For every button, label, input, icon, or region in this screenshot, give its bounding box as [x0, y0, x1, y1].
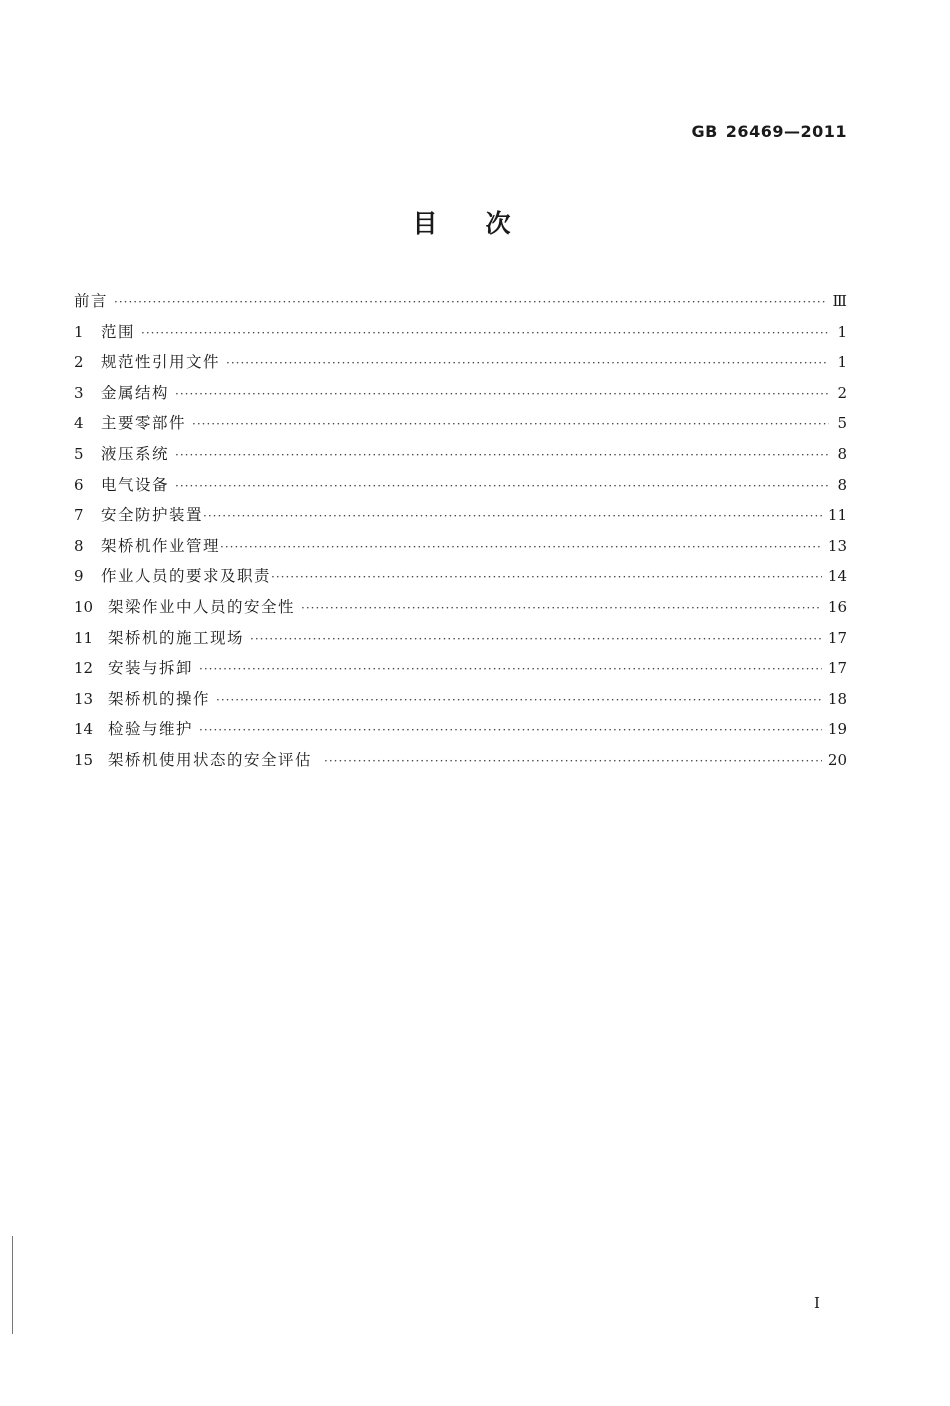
toc-entry-page: 1	[837, 353, 847, 372]
dot-leader	[199, 654, 822, 685]
toc-entry-number: 3	[74, 383, 84, 402]
dot-leader	[324, 746, 822, 777]
toc-entry-number: 8	[74, 536, 84, 555]
toc-entry-label: 液压系统	[101, 444, 170, 463]
dot-leader	[199, 715, 822, 746]
dot-leader	[192, 409, 829, 440]
toc-entry-page: 17	[827, 659, 847, 678]
table-of-contents	[74, 286, 847, 776]
toc-entry-15[interactable]	[74, 745, 847, 776]
title-char-2: 次	[485, 209, 513, 238]
toc-entry-12[interactable]	[74, 653, 847, 684]
toc-entry-label: 检验与维护	[108, 720, 194, 739]
toc-entry-label: 架梁作业中人员的安全性	[108, 597, 296, 616]
toc-entry-9[interactable]	[74, 561, 847, 592]
toc-entry-5[interactable]	[74, 439, 847, 470]
toc-entry-page: 2	[837, 383, 847, 402]
toc-entry-page: 18	[827, 689, 847, 708]
toc-entry-page: 16	[827, 597, 847, 616]
dot-leader	[220, 532, 822, 563]
standard-number: 26469—2011	[725, 122, 847, 141]
toc-entry-3[interactable]	[74, 378, 847, 409]
toc-entry-1[interactable]	[74, 317, 847, 348]
toc-entry-page: 17	[827, 628, 847, 647]
toc-entry-label: 范围	[101, 322, 136, 341]
dot-leader	[175, 471, 829, 502]
dot-leader	[301, 593, 822, 624]
toc-entry-label: 电气设备	[101, 475, 170, 494]
document-code	[691, 122, 847, 141]
toc-entry-label: 架桥机的操作	[108, 689, 211, 708]
toc-entry-page: 5	[837, 414, 847, 433]
toc-entry-number: 4	[74, 414, 84, 433]
toc-entry-number: 7	[74, 506, 84, 525]
toc-entry-6[interactable]	[74, 470, 847, 501]
toc-entry-page: Ⅲ	[832, 292, 847, 310]
toc-entry-number: 1	[74, 322, 84, 341]
dot-leader	[175, 440, 829, 471]
dot-leader	[226, 348, 829, 379]
toc-entry-page: 8	[837, 444, 847, 463]
toc-entry-10[interactable]	[74, 592, 847, 623]
toc-entry-label: 规范性引用文件	[101, 353, 221, 372]
dot-leader	[175, 379, 829, 410]
binding-edge-line	[12, 1236, 13, 1334]
toc-entry-page: 19	[827, 720, 847, 739]
toc-entry-foreword[interactable]	[74, 286, 847, 317]
toc-entry-4[interactable]	[74, 408, 847, 439]
toc-entry-page: 13	[827, 536, 847, 555]
toc-entry-11[interactable]	[74, 623, 847, 654]
page-title	[0, 204, 925, 240]
title-char-1: 目	[412, 209, 440, 238]
toc-entry-7[interactable]	[74, 500, 847, 531]
toc-entry-number: 11	[74, 628, 94, 647]
toc-entry-label: 作业人员的要求及职责	[101, 567, 272, 586]
toc-entry-number: 2	[74, 353, 84, 372]
toc-entry-label: 架桥机使用状态的安全评估	[108, 750, 313, 769]
toc-entry-label: 架桥机的施工现场	[108, 628, 245, 647]
toc-entry-label: 主要零部件	[101, 414, 187, 433]
toc-entry-2[interactable]	[74, 347, 847, 378]
toc-entry-number: 10	[74, 597, 94, 616]
page-number: I	[814, 1294, 820, 1312]
toc-entry-label: 架桥机作业管理	[101, 536, 221, 555]
dot-leader	[141, 318, 829, 349]
toc-entry-number: 12	[74, 659, 94, 678]
toc-entry-page: 1	[837, 322, 847, 341]
toc-entry-14[interactable]	[74, 714, 847, 745]
toc-entry-label: 安装与拆卸	[108, 659, 194, 678]
toc-entry-page: 11	[827, 506, 847, 525]
dot-leader	[271, 562, 822, 593]
toc-entry-number: 5	[74, 444, 84, 463]
toc-entry-number: 15	[74, 750, 94, 769]
toc-entry-13[interactable]	[74, 684, 847, 715]
toc-entry-page: 20	[827, 750, 847, 769]
toc-entry-label: 前言	[74, 292, 109, 310]
dot-leader	[114, 287, 827, 318]
standard-prefix: GB	[691, 122, 718, 141]
toc-entry-label: 安全防护装置	[101, 506, 204, 525]
toc-entry-page: 8	[837, 475, 847, 494]
toc-entry-number: 14	[74, 720, 94, 739]
toc-entry-8[interactable]	[74, 531, 847, 562]
toc-entry-page: 14	[827, 567, 847, 586]
toc-entry-label: 金属结构	[101, 383, 170, 402]
dot-leader	[203, 501, 822, 532]
dot-leader	[216, 685, 822, 716]
dot-leader	[250, 624, 822, 655]
toc-entry-number: 13	[74, 689, 94, 708]
toc-entry-number: 9	[74, 567, 84, 586]
toc-entry-number: 6	[74, 475, 84, 494]
